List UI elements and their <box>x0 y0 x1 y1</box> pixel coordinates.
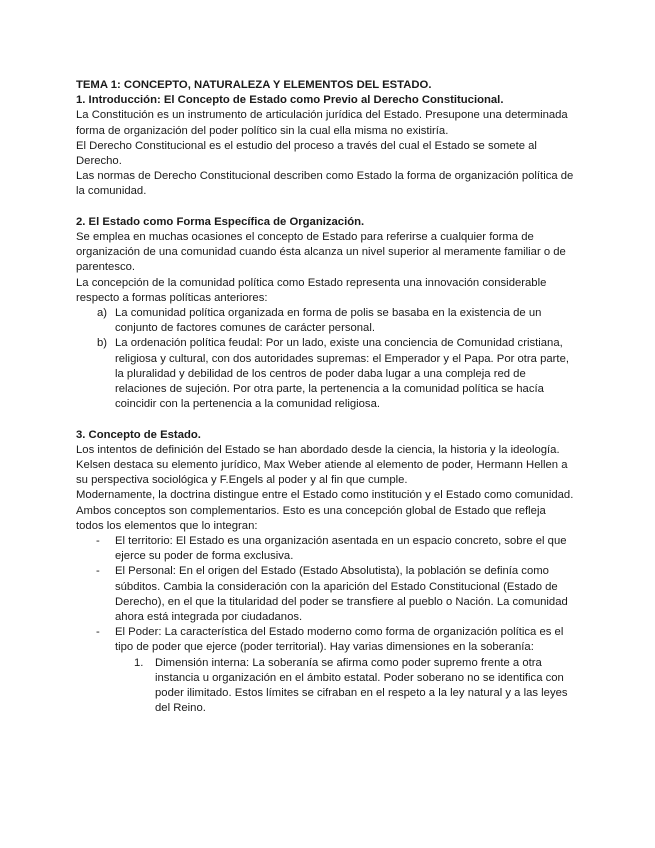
numbered-sublist <box>115 656 576 717</box>
section-3-heading: 3. Concepto de Estado. <box>76 428 201 441</box>
paragraph-spacer <box>76 412 576 427</box>
lettered-list <box>76 306 576 412</box>
paragraph: Modernamente, la doctrina distingue entre el Estado como institución y el Estado como comunidad. Ambos conceptos son complementarios. Esto es una concepción global de Estado que refleja todos los elementos que lo integran: <box>76 489 574 532</box>
document-title: TEMA 1: CONCEPTO, NATURALEZA Y ELEMENTOS DEL ESTADO. <box>76 79 432 91</box>
paragraph: La concepción de la comunidad política como Estado representa una innovación considerable respecto a formas políticas anteriores: <box>76 276 547 304</box>
list-item-text: El Poder: La característica del Estado moderno como forma de organización política es el tipo de poder que ejerce (poder territorial). Hay varias dimensiones en la soberanía: <box>115 626 564 654</box>
paragraph: El Derecho Constitucional es el estudio del proceso a través del cual el Estado se somete al Derecho. <box>76 139 537 168</box>
section-2-heading: 2. El Estado como Forma Específica de Organización. <box>76 215 365 228</box>
list-item-text: La comunidad política organizada en forma de polis se basaba en la existencia de un conjunto de factores comunes de carácter personal. <box>115 307 542 335</box>
list-marker: - <box>96 535 100 548</box>
document-body <box>76 78 576 717</box>
list-item <box>115 656 576 717</box>
list-item <box>76 564 576 625</box>
list-item-text: El territorio: El Estado es una organización asentada en un espacio concreto, sobre el que ejerce su poder de forma exclusiva. <box>115 535 567 563</box>
list-item-text: La ordenación política feudal: Por un lado, existe una conciencia de Comunidad cristiana, religiosa y cultural, con dos autoridades supremas: el Emperador y el Papa. Por otra parte, la pluralidad y debilidad de los centros de poder daba lugar a una compleja red de relaciones de sujeción. Por otra parte, la pertenencia a la comunidad política se hacía coincidir con la pertenencia a la comunidad religiosa. <box>115 337 569 411</box>
list-marker: - <box>96 565 100 578</box>
dash-list <box>76 534 576 716</box>
paragraph-spacer <box>76 200 576 215</box>
paragraph: Los intentos de definición del Estado se han abordado desde la ciencia, la historia y la ideología. <box>76 443 560 456</box>
paragraph: Las normas de Derecho Constitucional describen como Estado la forma de organización política de la comunidad. <box>76 170 574 198</box>
list-marker: a) <box>97 307 108 320</box>
list-marker: b) <box>97 337 108 350</box>
section-1-heading: 1. Introducción: El Concepto de Estado como Previo al Derecho Constitucional. <box>76 94 504 107</box>
list-item-text: El Personal: En el origen del Estado (Estado Absolutista), la población se definía como súbditos. Cambia la consideración con la aparición del Estado Constitucional (Estado de Derecho), en el que la titularidad del poder se transfiere al pueblo o Nación. La comunidad ahora está integrada por ciudadanos. <box>115 565 568 624</box>
paragraph: La Constitución es un instrumento de articulación jurídica del Estado. Presupone una determinada forma de organización del poder político sin la cual ella misma no existiría. <box>76 109 568 137</box>
list-item <box>76 306 576 336</box>
list-item <box>76 336 576 412</box>
list-item-text: Dimensión interna: La soberanía se afirma como poder supremo frente a otra instancia u organización en el ámbito estatal. Poder soberano no se identifica con poder ilimitado. Estos límites se cifraban en el respeto a la ley natural y a las leyes del Reino. <box>155 656 568 715</box>
paragraph: Kelsen destaca su elemento jurídico, Max Weber atiende al elemento de poder, Hermann Hellen a su perspectiva sociológica y F.Engels al poder y al fin que cumple. <box>76 459 568 487</box>
list-item <box>76 534 576 564</box>
list-marker: - <box>96 626 100 639</box>
paragraph: Se emplea en muchas ocasiones el concepto de Estado para referirse a cualquier forma de organización de una comunidad cuando ésta alcanza un nivel superior al meramente familiar o de parentesco. <box>76 231 566 274</box>
list-marker: 1. <box>134 656 144 669</box>
list-item <box>76 625 576 716</box>
